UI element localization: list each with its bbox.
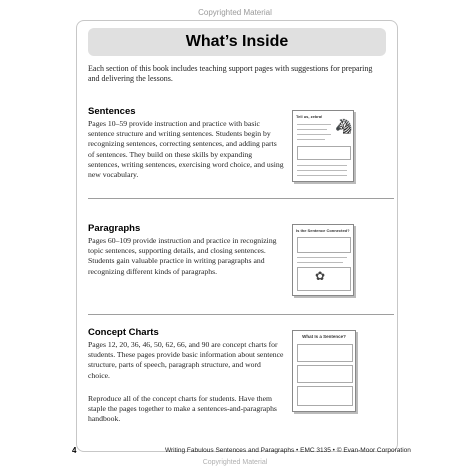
copyright-watermark-bottom: Copyrighted Material <box>202 459 268 466</box>
thumbnail-title: Is the Sentence Connected? <box>296 228 350 233</box>
thumbnail-title: Tell us, zebra! <box>296 114 323 119</box>
section-extra-concept-charts: Reproduce all of the concept charts for students. Have them staple the pages together to make a sentences-and-paragraphs handbook. <box>88 394 277 424</box>
section-heading-paragraphs: Paragraphs <box>88 223 141 234</box>
section-heading-sentences: Sentences <box>88 106 136 117</box>
section-divider <box>88 198 394 199</box>
intro-paragraph: Each section of this book includes teaching support pages with suggestions for preparing and delivering the lessons. <box>88 64 373 83</box>
section-divider <box>88 314 394 315</box>
page-title: What’s Inside <box>185 33 289 50</box>
sample-page-thumbnail-paragraphs <box>292 224 354 296</box>
thumbnail-title: What Is a Sentence? <box>302 334 346 339</box>
section-heading-concept-charts: Concept Charts <box>88 327 159 338</box>
sample-page-thumbnail-sentences <box>292 110 354 182</box>
section-body-paragraphs: Pages 60–109 provide instruction and practice in recognizing topic sentences, supporting details, and closing sentences. Students gain valuable practice in writing paragraphs and recognizing different kinds of paragraphs. <box>88 236 277 276</box>
section-body-concept-charts: Pages 12, 20, 36, 46, 50, 62, 66, and 90 are concept charts for students. These pages provide basic information about sentence structure, parts of speech, paragraph structure, and word choice. <box>88 340 284 380</box>
sample-page-thumbnail-concept-charts <box>292 330 356 412</box>
copyright-watermark-top: Copyrighted Material <box>198 8 272 17</box>
footer-text: Writing Fabulous Sentences and Paragraphs • EMC 3135 • © Evan-Moor Corporation <box>165 447 411 454</box>
zebra-icon: 🦓 <box>335 119 353 135</box>
title-bar <box>88 28 386 56</box>
flower-icon: ✿ <box>315 269 326 283</box>
section-body-sentences: Pages 10–59 provide instruction and practice with basic sentence structure and writing sentences. Students begin by recognizing sentences, correcting sentences, and adding parts of sentences. They build on these skills by expanding sentences, writing sentences, exercising word choice, and using new vocabulary. <box>88 119 284 180</box>
page-number: 4 <box>72 446 77 455</box>
